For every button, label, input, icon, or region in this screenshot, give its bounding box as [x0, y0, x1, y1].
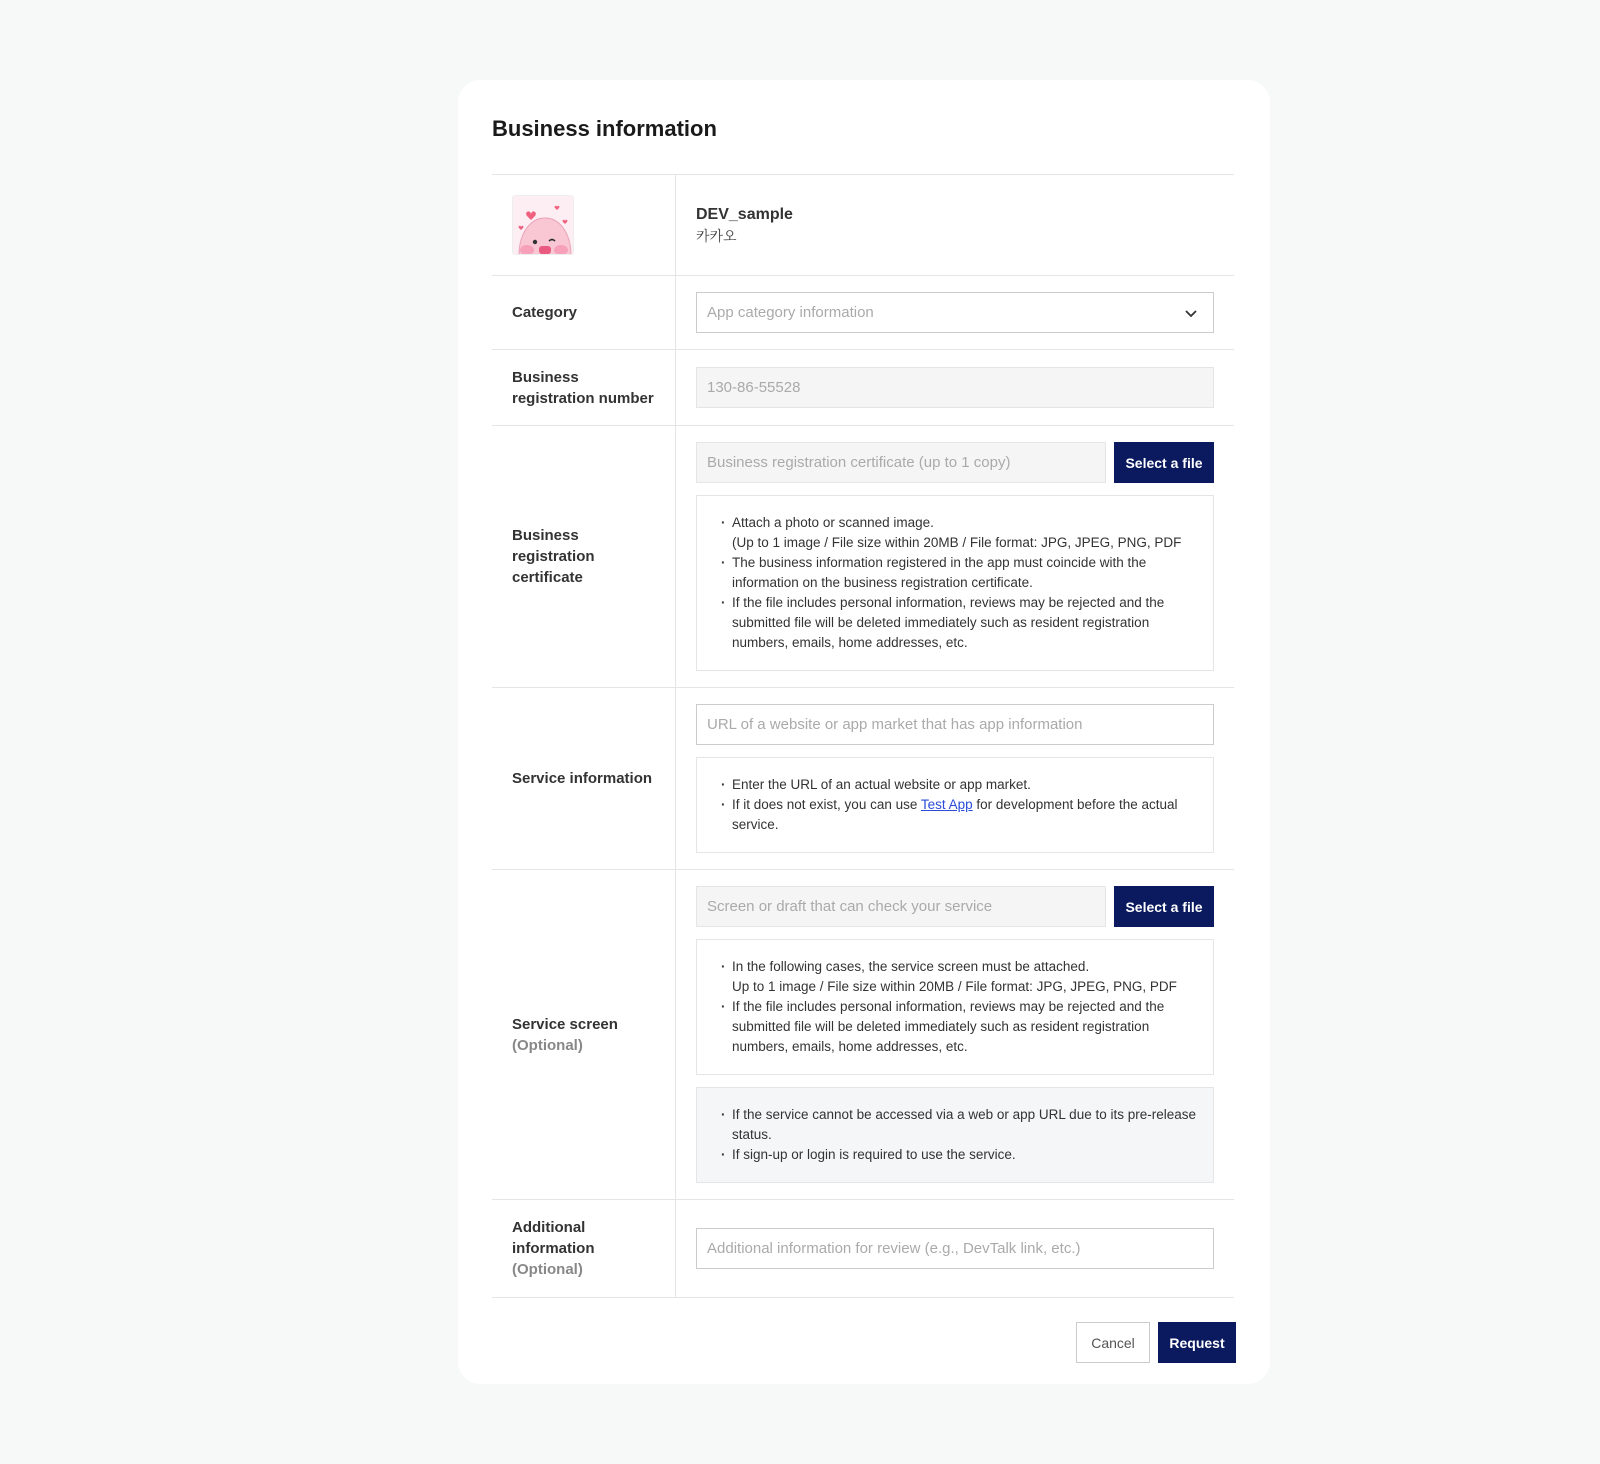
app-company: 카카오 — [696, 228, 737, 244]
brn-value: 130-86-55528 — [707, 379, 801, 396]
business-form — [492, 174, 1234, 1298]
category-placeholder: App category information — [707, 304, 874, 321]
note-item: · Attach a photo or scanned image. (Up to 1 image / File size within 20MB / File format: JPG, JPEG, PNG, PDF — [721, 513, 1197, 553]
certificate-file-field[interactable]: Business registration certificate (up to 1 copy) — [696, 442, 1106, 483]
character-avatar-icon — [513, 196, 574, 255]
certificate-label: Business registration certificate — [492, 426, 676, 688]
category-select[interactable] — [696, 292, 1214, 333]
service-screen-notes — [696, 939, 1214, 1075]
note-item: · If the file includes personal information, reviews may be rejected and the submitted file will be deleted immediately such as resident registration numbers, emails, home addresses, etc. — [721, 997, 1197, 1057]
brn-label: Business registration number — [492, 350, 676, 426]
note-item: · Enter the URL of an actual website or app market. — [721, 775, 1197, 795]
certificate-select-file-button[interactable]: Select a file — [1114, 442, 1214, 483]
service-notes — [696, 757, 1214, 853]
modal-actions — [1076, 1322, 1236, 1363]
service-screen-label: Service screen (Optional) — [492, 870, 676, 1200]
service-screen-cases — [696, 1087, 1214, 1183]
app-avatar — [512, 195, 574, 255]
chevron-down-icon — [1183, 305, 1199, 321]
category-row — [492, 276, 1234, 350]
cancel-button[interactable]: Cancel — [1076, 1322, 1150, 1363]
certificate-row — [492, 426, 1234, 688]
category-label: Category — [492, 276, 676, 350]
note-item: · In the following cases, the service screen must be attached. Up to 1 image / File size within 20MB / File format: JPG, JPEG, PNG, PDF — [721, 957, 1197, 997]
brn-field — [696, 367, 1214, 408]
app-name: DEV_sample — [696, 206, 793, 223]
note-item: · If the file includes personal information, reviews may be rejected and the submitted file will be deleted immediately such as resident registration numbers, emails, home addresses, etc. — [721, 593, 1197, 653]
service-screen-row — [492, 870, 1234, 1200]
additional-info-row — [492, 1200, 1234, 1298]
note-item: · If the service cannot be accessed via a web or app URL due to its pre-release status. — [721, 1105, 1197, 1145]
request-button[interactable]: Request — [1158, 1322, 1236, 1363]
business-info-modal — [458, 80, 1270, 1384]
app-profile-row — [492, 175, 1234, 276]
service-info-label: Service information — [492, 688, 676, 870]
brn-row — [492, 350, 1234, 426]
note-item: · The business information registered in the app must coincide with the information on the business registration certificate. — [721, 553, 1197, 593]
service-info-row — [492, 688, 1234, 870]
certificate-notes — [696, 495, 1214, 671]
service-url-input[interactable]: URL of a website or app market that has app information — [696, 704, 1214, 745]
test-app-link[interactable]: Test App — [920, 797, 973, 812]
service-screen-file-field[interactable]: Screen or draft that can check your service — [696, 886, 1106, 927]
additional-info-label: Additional information (Optional) — [492, 1200, 676, 1298]
additional-info-input[interactable]: Additional information for review (e.g., DevTalk link, etc.) — [696, 1228, 1214, 1269]
note-item: · If it does not exist, you can use Test App for development before the actual service. — [721, 795, 1197, 835]
service-screen-select-file-button[interactable]: Select a file — [1114, 886, 1214, 927]
modal-title: Business information — [492, 116, 717, 141]
note-item: · If sign-up or login is required to use the service. — [721, 1145, 1197, 1165]
